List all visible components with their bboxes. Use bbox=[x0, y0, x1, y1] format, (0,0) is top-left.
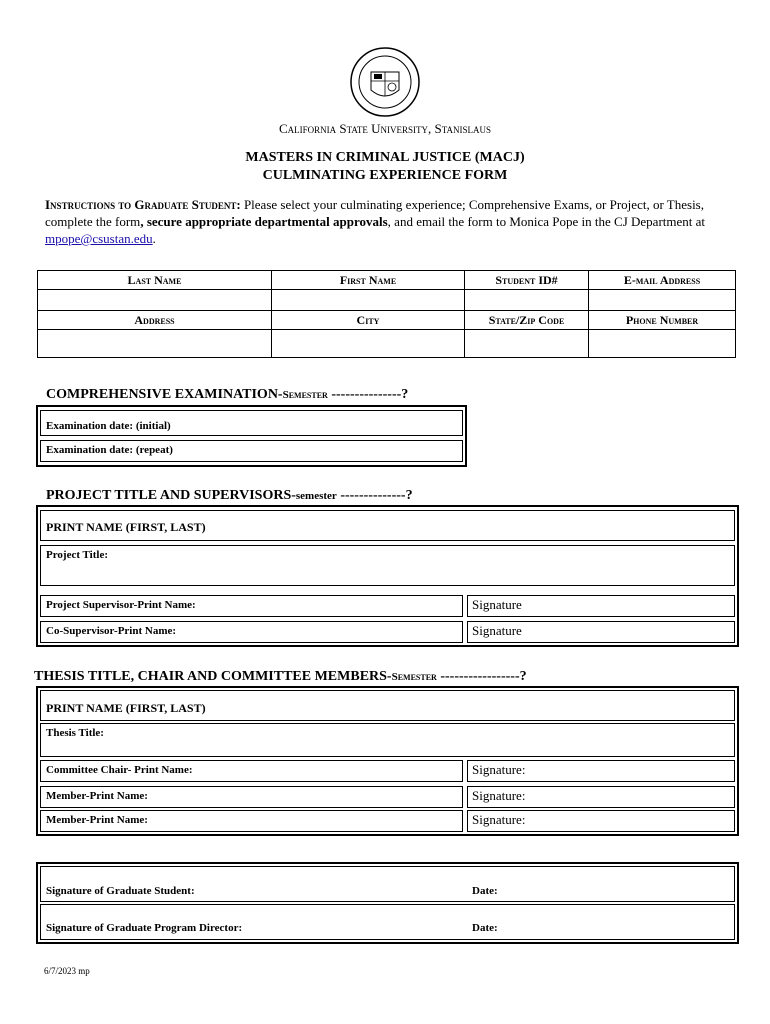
co-supervisor-field[interactable]: Co-Supervisor-Print Name: bbox=[40, 621, 463, 643]
thesis-title-field[interactable]: Thesis Title: bbox=[40, 723, 735, 757]
student-id-header: Student ID# bbox=[465, 271, 589, 290]
member-1-field[interactable]: Member-Print Name: bbox=[40, 786, 463, 808]
phone-field[interactable] bbox=[589, 330, 736, 358]
city-field[interactable] bbox=[272, 330, 465, 358]
email-field[interactable] bbox=[589, 290, 736, 311]
student-date-label: Date: bbox=[472, 885, 498, 897]
exam-date-initial[interactable]: Examination date: (initial) bbox=[40, 410, 463, 436]
project-title-field[interactable]: Project Title: bbox=[40, 545, 735, 586]
first-name-header: First Name bbox=[272, 271, 465, 290]
student-signature-row[interactable] bbox=[40, 866, 735, 902]
contact-table bbox=[37, 270, 736, 358]
address-header: Address bbox=[38, 311, 272, 330]
phone-header: Phone Number bbox=[589, 311, 736, 330]
member-1-signature[interactable]: Signature: bbox=[467, 786, 735, 808]
form-title-line1: MASTERS IN CRIMINAL JUSTICE (MACJ) bbox=[245, 150, 525, 165]
address-field[interactable] bbox=[38, 330, 272, 358]
project-supervisor-field[interactable]: Project Supervisor-Print Name: bbox=[40, 595, 463, 617]
exam-date-repeat[interactable]: Examination date: (repeat) bbox=[40, 440, 463, 462]
instructions bbox=[45, 196, 735, 247]
email-link[interactable]: mpope@csustan.edu bbox=[45, 231, 153, 246]
instructions-lead: Instructions to Graduate Student: bbox=[45, 197, 241, 212]
student-id-field[interactable] bbox=[465, 290, 589, 311]
email-header: E-mail Address bbox=[589, 271, 736, 290]
instructions-text1: Please select your culminating experience; Comprehensive Exams, or Project, or Thesis, complete the form bbox=[45, 197, 704, 229]
project-supervisor-signature[interactable]: Signature bbox=[467, 595, 735, 617]
footer-date: 6/7/2023 mp bbox=[44, 966, 90, 976]
instructions-end: . bbox=[152, 231, 156, 246]
city-header: City bbox=[272, 311, 465, 330]
project-section-title: PROJECT TITLE AND SUPERVISORS-semester --------------? bbox=[46, 488, 413, 503]
instructions-bold: , secure appropriate departmental approvals bbox=[140, 214, 388, 229]
state-zip-header: State/Zip Code bbox=[465, 311, 589, 330]
committee-chair-field[interactable]: Committee Chair- Print Name: bbox=[40, 760, 463, 782]
thesis-section-title: THESIS TITLE, CHAIR AND COMMITTEE MEMBERS-Semester -----------------? bbox=[34, 669, 527, 684]
first-name-field[interactable] bbox=[272, 290, 465, 311]
project-print-name[interactable]: PRINT NAME (FIRST, LAST) bbox=[40, 510, 735, 541]
director-signature-row[interactable] bbox=[40, 904, 735, 940]
university-name: California State University, Stanislaus bbox=[278, 121, 492, 136]
last-name-field[interactable] bbox=[38, 290, 272, 311]
thesis-print-name[interactable]: PRINT NAME (FIRST, LAST) bbox=[40, 690, 735, 721]
state-zip-field[interactable] bbox=[465, 330, 589, 358]
instructions-text2: , and email the form to Monica Pope in the CJ Department at bbox=[387, 214, 706, 229]
student-signature-label: Signature of Graduate Student: bbox=[46, 885, 195, 897]
director-signature-label: Signature of Graduate Program Director: bbox=[46, 922, 243, 934]
director-date-label: Date: bbox=[472, 922, 498, 934]
comprehensive-section-title: COMPREHENSIVE EXAMINATION-Semester ---------------? bbox=[46, 387, 409, 402]
form-title-line2: CULMINATING EXPERIENCE FORM bbox=[262, 168, 508, 183]
member-2-field[interactable]: Member-Print Name: bbox=[40, 810, 463, 832]
co-supervisor-signature[interactable]: Signature bbox=[467, 621, 735, 643]
member-2-signature[interactable]: Signature: bbox=[467, 810, 735, 832]
committee-chair-signature[interactable]: Signature: bbox=[467, 760, 735, 782]
university-seal-icon bbox=[349, 46, 421, 118]
last-name-header: Last Name bbox=[38, 271, 272, 290]
